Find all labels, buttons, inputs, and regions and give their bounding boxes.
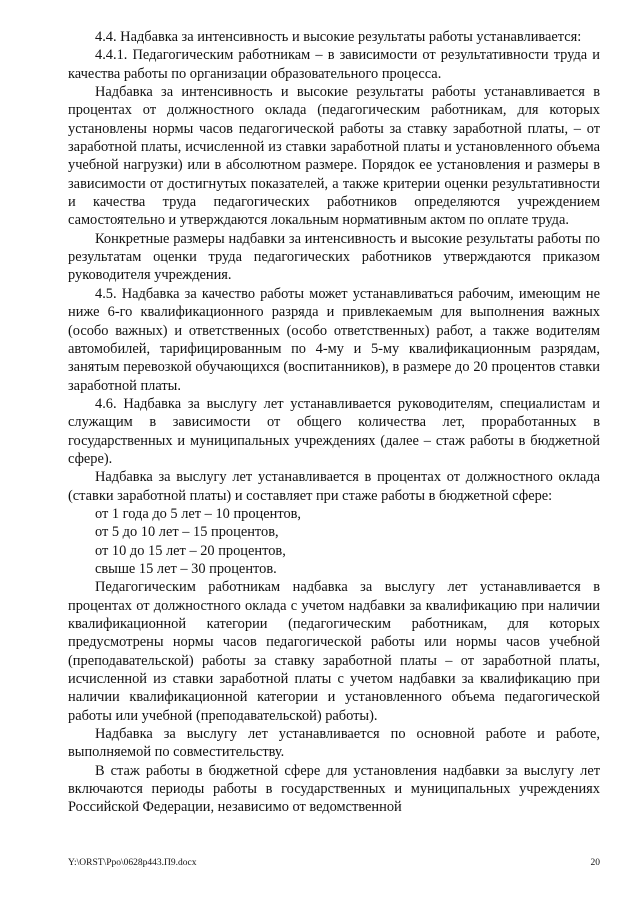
paragraph-4-6: 4.6. Надбавка за выслугу лет устанавливается руководителям, специалистам и служащим в зависимости от общего количества лет, проработанных в государственных и муниципальных учреждениях (далее – стаж работы в бюджетной сфере). — [68, 395, 600, 467]
list-item: от 5 до 10 лет – 15 процентов, — [95, 524, 279, 541]
paragraph-4-4: 4.4. Надбавка за интенсивность и высокие результаты работы устанавливается: — [95, 29, 582, 45]
list-item: от 1 года до 5 лет – 10 процентов, — [95, 505, 302, 522]
footer-file-path: Y:\ORST\Ppo\0628p443.П9.docx — [68, 858, 197, 868]
paragraph-specific-amounts: Конкретные размеры надбавки за интенсивность и высокие результаты работы по результатам оценки труда педагогических работников утверждаются приказом руководителя учреждения. — [68, 230, 600, 284]
page-footer — [68, 858, 600, 868]
list-item: от 10 до 15 лет – 20 процентов, — [95, 542, 286, 559]
paragraph-seniority-percent: Надбавка за выслугу лет устанавливается в процентах от должностного оклада (ставки заработной платы) и составляет при стаже работы в бюджетной сфере: — [68, 469, 600, 504]
page-number: 20 — [590, 858, 600, 868]
list-item: свыше 15 лет – 30 процентов. — [95, 560, 277, 577]
paragraph-4-4-1: 4.4.1. Педагогическим работникам – в зависимости от результативности труда и качества работы по организации образовательного процесса. — [68, 47, 600, 82]
paragraph-intensity-bonus: Надбавка за интенсивность и высокие результаты работы устанавливается в процентах от должностного оклада (педагогическим работникам, для которых установлены нормы часов педагогической работы за ставку заработной платы, – от заработной платы, исчисленной из ставки заработной платы и установленного объема учебной нагрузки) или в абсолютном размере. Порядок ее установления и размеры в зависимости от достигнутых показателей, а также критерии оценки результативности и качества труда педагогических работников определяются учреждением самостоятельно и утверждаются локальным нормативным актом по оплате труда. — [68, 84, 600, 229]
paragraph-4-5: 4.5. Надбавка за качество работы может устанавливаться рабочим, имеющим не ниже 6-го квалификационного разряда и привлекаемым для выполнения важных (особо важных) и ответственных (особо ответственных) работ, а также водителям автомобилей, тарифицированным по 4-му и 5-му квалификационным разрядам, занятым перевозкой обучающихся (воспитанников), в размере до 20 процентов ставки заработной платы. — [68, 285, 600, 394]
document-body — [68, 28, 600, 817]
paragraph-teachers-seniority: Педагогическим работникам надбавка за выслугу лет устанавливается в процентах от должностного оклада с учетом надбавки за квалификацию при наличии квалификационной категории (педагогическим работникам, для которых предусмотрены нормы часов педагогической работы или нормы часов учебной (преподавательской) работы за ставку заработной платы – от заработной платы, исчисленной из ставки заработной платы с учетом надбавки за квалификацию при наличии квалификационной категории и установленного объема педагогической работы или учебной (преподавательской) работы). — [68, 579, 600, 724]
paragraph-seniority-periods: В стаж работы в бюджетной сфере для установления надбавки за выслугу лет включаются периоды работы в государственных и муниципальных учреждениях Российской Федерации, независимо от ведомственной — [68, 762, 600, 816]
paragraph-main-and-part-time: Надбавка за выслугу лет устанавливается по основной работе и работе, выполняемой по совместительству. — [68, 726, 600, 761]
